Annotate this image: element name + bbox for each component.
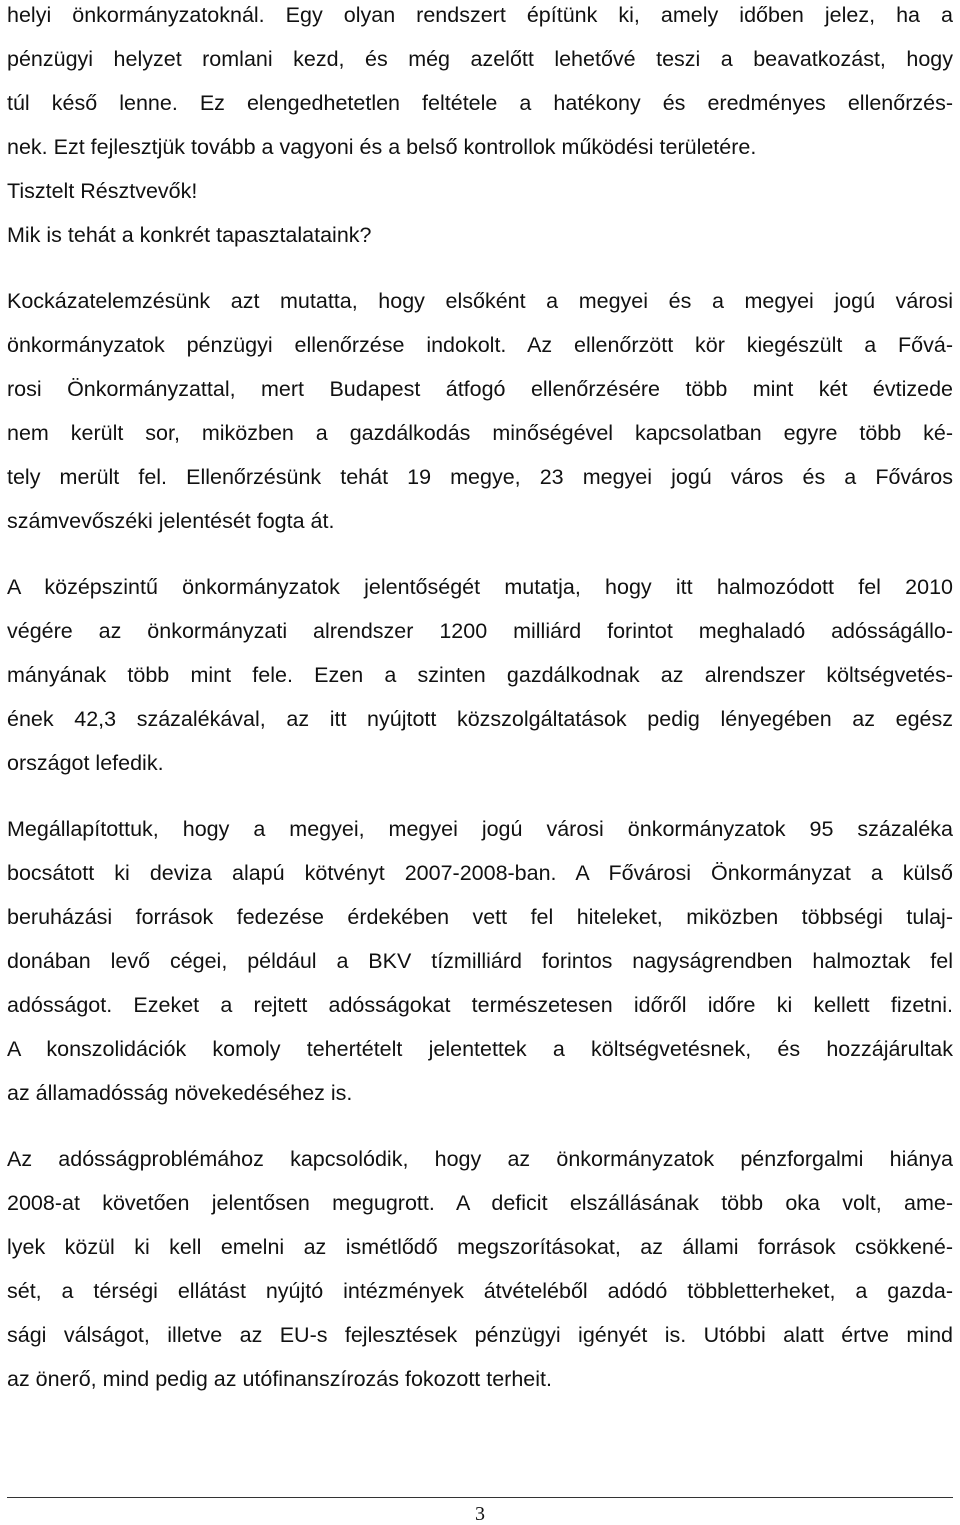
text-line: beruházási források fedezése érdekében vett fel hiteleket, miközben többségi tulaj- xyxy=(7,905,953,929)
text-line: Kockázatelemzésünk azt mutatta, hogy elsőként a megyei és a megyei jogú városi xyxy=(7,289,953,313)
text-line: A konszolidációk komoly tehertételt jelentettek a költségvetésnek, és hozzájárultak xyxy=(7,1037,953,1061)
paragraph xyxy=(7,213,953,257)
text-line: önkormányzatok pénzügyi ellenőrzése indokolt. Az ellenőrzött kör kiegészült a Fővá- xyxy=(7,333,953,357)
text-line: lyek közül ki kell emelni az ismétlődő megszorításokat, az állami források csökkené- xyxy=(7,1235,953,1259)
text-line: sági válságot, illetve az EU-s fejlesztések pénzügyi igényét is. Utóbbi alatt értve mind xyxy=(7,1323,953,1347)
paragraph xyxy=(7,279,953,543)
text-line: Megállapítottuk, hogy a megyei, megyei jogú városi önkormányzatok 95 százaléka xyxy=(7,817,953,841)
text-line: A középszintű önkormányzatok jelentőségét mutatja, hogy itt halmozódott fel 2010 xyxy=(7,575,953,599)
text-line: 2008-at követően jelentősen megugrott. A deficit elszállásának több oka volt, ame- xyxy=(7,1191,953,1215)
text-line: nek. Ezt fejlesztjük tovább a vagyoni és a belső kontrollok működési területére. xyxy=(7,135,757,159)
text-line: túl késő lenne. Ez elengedhetetlen feltétele a hatékony és eredményes ellenőrzés- xyxy=(7,91,953,115)
text-line: Az adósságproblémához kapcsolódik, hogy az önkormányzatok pénzforgalmi hiánya xyxy=(7,1147,953,1171)
text-line: számvevőszéki jelentését fogta át. xyxy=(7,509,335,533)
paragraph xyxy=(7,565,953,785)
salutation: Tisztelt Résztvevők! xyxy=(7,179,198,203)
text-line: tely merült fel. Ellenőrzésünk tehát 19 megye, 23 megyei jogú város és a Főváros xyxy=(7,465,953,489)
paragraph xyxy=(7,807,953,1115)
text-line: nem került sor, miközben a gazdálkodás minőségével kapcsolatban egyre több ké- xyxy=(7,421,953,445)
text-line: pénzügyi helyzet romlani kezd, és még azelőtt lehetővé teszi a beavatkozást, hogy xyxy=(7,47,953,71)
footer-divider xyxy=(7,1497,953,1498)
text-line: végére az önkormányzati alrendszer 1200 milliárd forintot meghaladó adósságállo- xyxy=(7,619,953,643)
text-line: országot lefedik. xyxy=(7,751,164,775)
text-line: bocsátott ki deviza alapú kötvényt 2007-2008-ban. A Fővárosi Önkormányzat a külső xyxy=(7,861,953,885)
paragraph xyxy=(7,0,953,169)
text-line: helyi önkormányzatoknál. Egy olyan rendszert építünk ki, amely időben jelez, ha a xyxy=(7,3,953,27)
text-line: adósságot. Ezeket a rejtett adósságokat természetesen időről időre ki kellett fizetni. xyxy=(7,993,953,1017)
paragraph xyxy=(7,169,953,213)
text-line: az önerő, mind pedig az utófinanszírozás fokozott terheit. xyxy=(7,1367,552,1391)
text-line: ének 42,3 százalékával, az itt nyújtott közszolgáltatások pedig lényegében az egész xyxy=(7,707,953,731)
text-line: az államadósság növekedéséhez is. xyxy=(7,1081,353,1105)
text-line: donában levő cégei, például a BKV tízmilliárd forintos nagyságrendben halmoztak fel xyxy=(7,949,953,973)
page-number: 3 xyxy=(475,1503,485,1525)
text-line: sét, a térségi ellátást nyújtó intézmények átvételéből adódó többletterheket, a gazda- xyxy=(7,1279,953,1303)
document-page xyxy=(7,0,953,1401)
question-line: Mik is tehát a konkrét tapasztalataink? xyxy=(7,223,372,247)
text-line: rosi Önkormányzattal, mert Budapest átfogó ellenőrzésére több mint két évtizede xyxy=(7,377,953,401)
paragraph xyxy=(7,1137,953,1401)
text-line: mányának több mint fele. Ezen a szinten gazdálkodnak az alrendszer költségvetés- xyxy=(7,663,953,687)
